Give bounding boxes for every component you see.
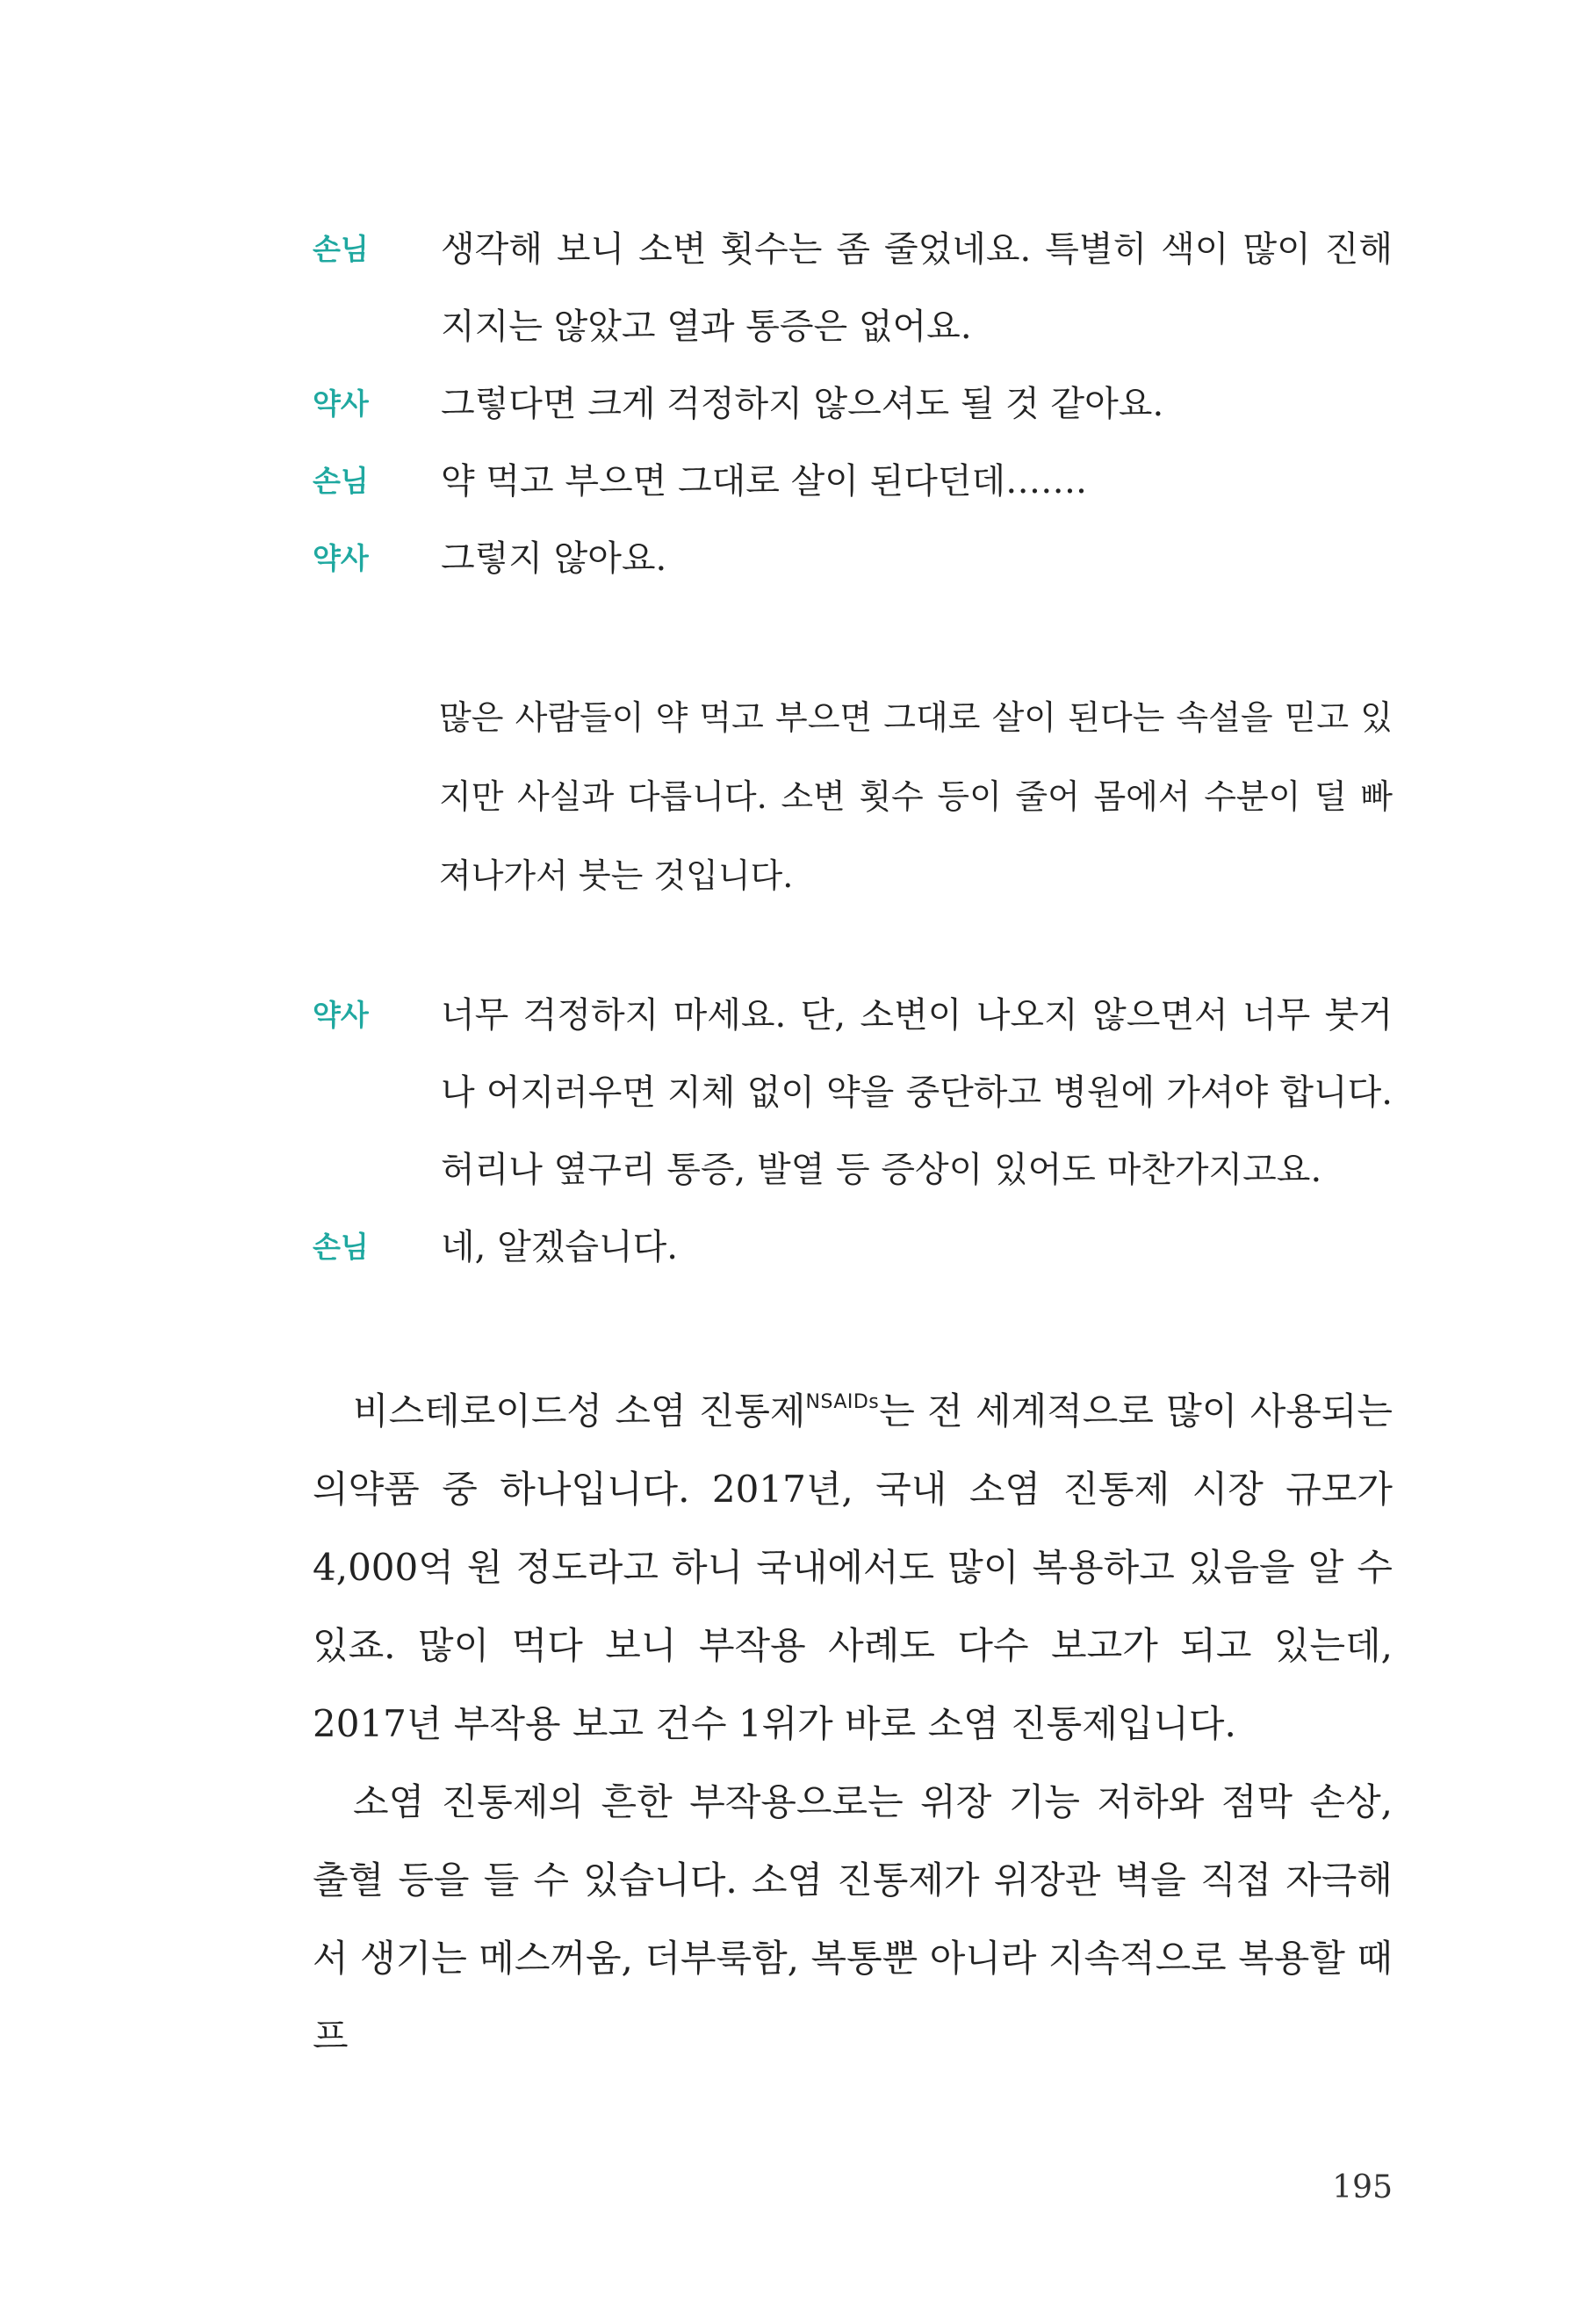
speaker-label: 약사 bbox=[313, 386, 369, 421]
speaker-label: 손님 bbox=[313, 1230, 369, 1264]
body-paragraph-2: 소염 진통제의 흔한 부작용으로는 위장 기능 저하와 점막 손상, 출혈 등을 들 수 있습니다. 소염 진통제가 위장관 벽을 직접 자극해서 생기는 메스꺼움, 더부룩함, 복통뿐 아니라 지속적으로 복용할 때 프 bbox=[313, 1780, 1393, 2058]
utterance-text: 네, 알겠습니다. bbox=[441, 1227, 678, 1267]
body-paragraph-1-rest: 는 전 세계적으로 많이 사용되는 의약품 중 하나입니다. 2017년, 국내 소염 진통제 시장 규모가 4,000억 원 정도라고 하니 국내에서도 많이 복용하고 있음을 알 수 있죠. 많이 먹다 보니 부작용 사례도 다수 보고가 되고 있는데, 2017년 부작용 보고 건수 1위가 바로 소염 진통제입니다. bbox=[313, 1389, 1393, 1745]
body-paragraph-1 bbox=[313, 1363, 1393, 1763]
explanatory-note: 많은 사람들이 약 먹고 부으면 그대로 살이 된다는 속설을 믿고 있지만 사실과 다릅니다. 소변 횟수 등이 줄어 몸에서 수분이 덜 빠져나가서 붓는 것입니다. bbox=[439, 698, 1393, 895]
speaker-label: 약사 bbox=[313, 541, 369, 575]
utterance-text: 너무 걱정하지 마세요. 단, 소변이 나오지 않으면서 너무 붓거나 어지러우면 지체 없이 약을 중단하고 병원에 가셔야 합니다. 허리나 옆구리 통증, 발열 등 증상이 있어도 마찬가지고요. bbox=[441, 995, 1393, 1190]
page-number: 195 bbox=[1332, 2169, 1393, 2205]
utterance-text: 그렇다면 크게 걱정하지 않으셔도 될 것 같아요. bbox=[441, 384, 1164, 424]
utterance-text: 약 먹고 부으면 그대로 살이 된다던데……. bbox=[441, 461, 1087, 502]
body-paragraph-1-start: 비스테로이드성 소염 진통제 bbox=[353, 1389, 806, 1433]
utterance-text: 생각해 보니 소변 횟수는 좀 줄었네요. 특별히 색이 많이 진해지지는 않았고 열과 통증은 없어요. bbox=[441, 229, 1393, 347]
speaker-label: 손님 bbox=[313, 464, 369, 498]
speaker-label: 약사 bbox=[313, 998, 369, 1032]
speaker-label: 손님 bbox=[313, 232, 369, 266]
body-text bbox=[313, 1363, 1393, 2075]
nsaids-term: NSAIDs bbox=[805, 1391, 880, 1413]
utterance-text: 그렇지 않아요. bbox=[441, 538, 667, 579]
